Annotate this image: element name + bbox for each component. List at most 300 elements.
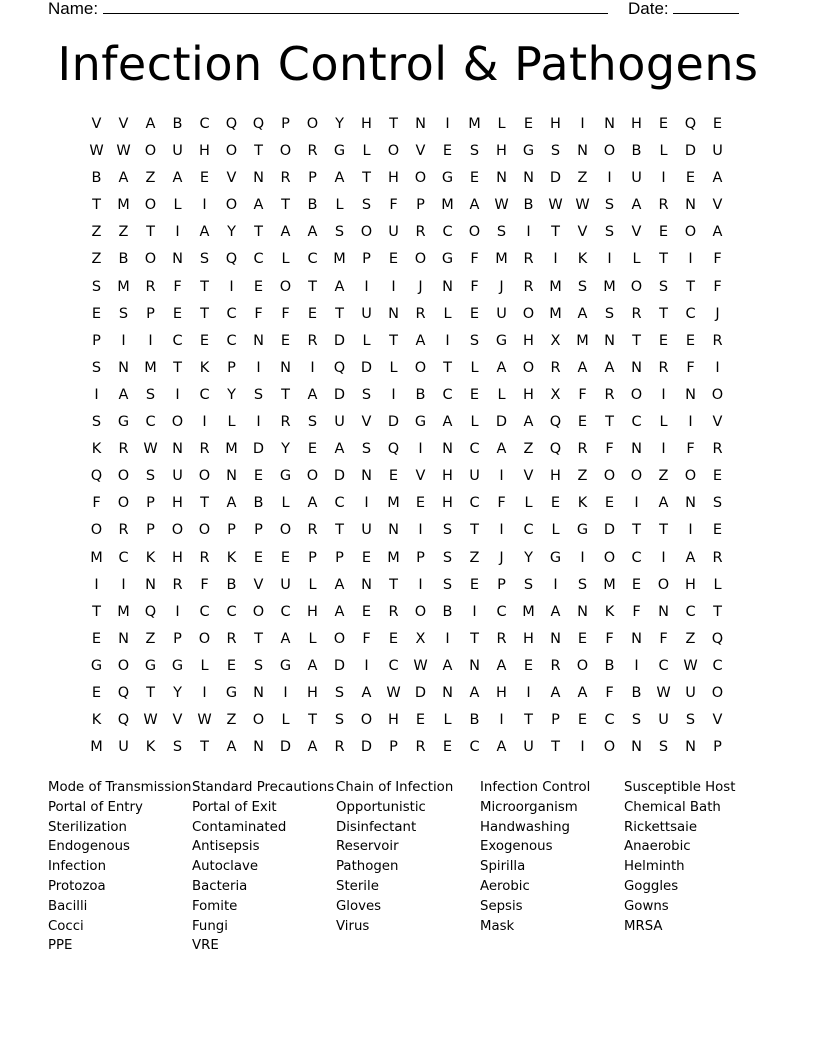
grid-letter: W [548,197,563,214]
word-column [192,778,336,956]
word-bank-item: Handwashing [480,819,570,835]
grid-letter: I [661,170,666,187]
grid-letter: C [631,549,642,566]
grid-letter: S [604,197,615,214]
grid-letter: L [389,359,398,376]
grid-letter: R [334,739,345,756]
grid-letter: M [90,739,103,756]
word-bank-item: Aerobic [480,878,530,894]
grid-letter: T [200,495,209,512]
grid-letter: C [442,224,453,241]
grid-letter: E [280,332,291,349]
grid-letter: N [442,278,453,295]
grid-letter: O [630,278,643,295]
grid-letter: U [469,468,480,485]
grid-letter: G [441,251,454,268]
grid-letter: L [173,197,182,214]
grid-letter: A [604,359,615,376]
word-bank-item: Antisepsis [192,839,260,855]
grid-letter: N [577,603,588,620]
grid-letter: Y [524,549,533,566]
grid-letter: N [388,522,399,539]
grid-letter: O [603,468,616,485]
grid-letter: E [442,739,453,756]
grid-letter: T [632,332,641,349]
grid-letter: F [605,441,614,458]
grid-letter: T [524,712,533,729]
grid-letter: S [442,576,453,593]
grid-letter: I [634,657,639,674]
word-bank-item: Standard Precautions [192,780,335,795]
word-bank-item: Chain of Infection [336,780,454,795]
grid-letter: S [253,386,264,403]
grid-letter: E [469,576,480,593]
grid-letter: G [90,657,103,674]
grid-letter: R [280,170,291,187]
grid-letter: I [688,522,693,539]
grid-letter: S [307,414,318,431]
grid-letter: J [499,278,504,295]
grid-letter: Z [145,170,156,187]
grid-letter: P [92,332,101,349]
grid-letter: O [198,468,211,485]
word-bank-item: Autoclave [192,859,259,875]
grid-letter: M [144,359,157,376]
grid-letter: S [469,143,480,160]
grid-letter: N [442,441,453,458]
grid-letter: S [361,386,372,403]
grid-letter: X [550,332,561,349]
grid-letter: U [172,468,183,485]
grid-letter: O [171,414,184,431]
grid-row [83,463,733,490]
grid-letter: I [310,359,315,376]
grid-letter: T [443,359,452,376]
grid-letter: R [388,603,399,620]
grid-letter: N [496,170,507,187]
grid-letter: W [143,712,158,729]
word-bank-item: MRSA [624,918,663,934]
grid-letter: U [361,305,372,322]
grid-row [83,138,733,165]
grid-letter: I [391,386,396,403]
grid-letter: L [632,251,641,268]
grid-letter: B [91,170,102,187]
grid-letter: S [91,278,102,295]
grid-row [83,490,733,517]
grid-letter: H [685,576,696,593]
grid-letter: A [307,224,318,241]
grid-letter: G [117,414,130,431]
grid-letter: L [659,143,668,160]
grid-letter: O [306,468,319,485]
word-bank-item: Helminth [624,859,685,875]
grid-letter: C [199,386,210,403]
grid-letter: I [526,224,531,241]
grid-letter: R [118,441,129,458]
grid-letter: E [469,386,480,403]
grid-letter: G [576,522,589,539]
grid-letter: B [226,576,237,593]
grid-row [83,572,733,599]
grid-letter: V [226,170,237,187]
grid-letter: C [631,414,642,431]
grid-letter: H [307,684,318,701]
grid-letter: V [577,224,588,241]
grid-letter: J [715,305,720,322]
grid-letter: O [333,630,346,647]
grid-letter: O [252,712,265,729]
date-label: Date: [628,0,669,18]
word-bank-item: Rickettsaie [624,819,698,835]
grid-letter: M [333,251,346,268]
grid-letter: O [603,739,616,756]
grid-letter: I [175,224,180,241]
grid-letter: P [389,739,398,756]
grid-letter: P [551,712,560,729]
grid-letter: I [715,359,720,376]
grid-letter: T [146,684,155,701]
grid-letter: N [631,359,642,376]
grid-letter: I [175,603,180,620]
grid-letter: O [198,522,211,539]
grid-letter: E [307,441,318,458]
header-fields [48,0,748,22]
grid-letter: U [388,224,399,241]
grid-letter: H [442,468,453,485]
grid-letter: Q [252,116,265,132]
grid-letter: K [145,739,156,756]
grid-row [83,680,733,707]
grid-letter: O [711,386,724,403]
grid-letter: C [469,495,480,512]
grid-letter: T [686,278,695,295]
grid-row [83,165,733,192]
grid-letter: O [468,224,481,241]
grid-letter: P [416,549,425,566]
grid-row [83,111,733,138]
word-bank-item: Goggles [624,878,679,894]
grid-letter: E [253,278,264,295]
grid-row [83,734,733,761]
grid-letter: A [496,739,507,756]
grid-letter: S [496,224,507,241]
grid-letter: E [469,170,480,187]
grid-letter: L [362,332,371,349]
grid-letter: O [117,468,130,485]
grid-letter: A [415,332,426,349]
word-bank-item: Gloves [336,898,382,914]
grid-letter: H [442,495,453,512]
grid-letter: V [253,576,264,593]
grid-letter: N [685,386,696,403]
word-bank-item: Gowns [624,898,669,914]
grid-letter: T [92,603,101,620]
grid-letter: P [173,630,182,647]
grid-letter: Z [145,630,156,647]
grid-letter: A [334,603,345,620]
grid-letter: M [603,278,616,295]
grid-letter: N [577,143,588,160]
date-blank-line [673,0,739,14]
grid-letter: Q [225,251,238,268]
grid-letter: E [577,414,588,431]
grid-letter: C [469,739,480,756]
grid-letter: F [254,305,263,322]
grid-letter: V [172,712,183,729]
grid-letter: I [256,359,261,376]
grid-letter: Q [225,116,238,132]
grid-letter: L [443,305,452,322]
grid-letter: L [281,251,290,268]
grid-letter: Z [91,251,102,268]
grid-letter: L [281,712,290,729]
grid-letter: H [523,332,534,349]
grid-letter: N [172,441,183,458]
grid-letter: V [91,116,102,132]
name-blank-line [103,0,608,14]
grid-letter: E [658,116,669,132]
grid-letter: N [604,332,615,349]
grid-letter: O [279,522,292,539]
word-bank-item: Sepsis [480,898,523,914]
grid-letter: C [307,251,318,268]
grid-letter: F [470,251,479,268]
grid-letter: S [523,576,534,593]
grid-letter: A [685,549,696,566]
grid-letter: G [414,414,427,431]
grid-letter: I [94,576,99,593]
grid-letter: E [388,630,399,647]
grid-letter: D [387,414,400,431]
grid-letter: M [90,549,103,566]
word-search-grid [83,111,733,761]
grid-letter: U [712,143,723,160]
grid-row [83,246,733,273]
grid-letter: Q [117,684,130,701]
grid-letter: T [308,712,317,729]
word-bank-item: Portal of Entry [48,799,143,815]
grid-letter: Z [118,224,129,241]
grid-letter: Q [90,468,103,485]
grid-letter: Z [91,224,102,241]
grid-letter: A [577,359,588,376]
grid-letter: U [361,522,372,539]
grid-letter: P [146,522,155,539]
grid-letter: Q [711,630,724,647]
grid-letter: D [252,441,265,458]
grid-letter: U [523,739,534,756]
grid-letter: J [499,549,504,566]
grid-letter: O [252,603,265,620]
grid-letter: E [253,549,264,566]
word-bank-item: Mask [480,918,515,934]
grid-letter: E [658,224,669,241]
grid-letter: E [442,143,453,160]
grid-letter: R [577,441,588,458]
grid-letter: W [413,657,428,674]
grid-letter: O [117,495,130,512]
grid-letter: R [712,441,723,458]
grid-letter: T [200,305,209,322]
grid-letter: C [226,603,237,620]
grid-letter: M [387,495,400,512]
grid-letter: S [199,251,210,268]
word-bank-item: Portal of Exit [192,799,277,815]
grid-letter: A [280,224,291,241]
word-bank-item: Infection Control [480,780,591,795]
grid-letter: A [118,170,129,187]
grid-letter: R [415,305,426,322]
grid-letter: I [283,684,288,701]
grid-letter: L [470,414,479,431]
word-bank-item: Spirilla [480,859,526,875]
grid-letter: T [659,522,668,539]
grid-letter: O [657,576,670,593]
grid-letter: A [631,197,642,214]
grid-letter: O [630,468,643,485]
grid-row [83,436,733,463]
grid-letter: K [91,441,102,458]
grid-letter: U [118,739,129,756]
grid-letter: A [307,739,318,756]
grid-letter: O [279,278,292,295]
grid-letter: T [308,278,317,295]
grid-letter: B [253,495,264,512]
grid-letter: D [684,143,697,160]
grid-letter: G [144,657,157,674]
grid-letter: U [496,305,507,322]
grid-letter: O [414,603,427,620]
grid-letter: H [550,468,561,485]
grid-letter: G [333,143,346,160]
grid-letter: E [91,305,102,322]
grid-letter: I [256,414,261,431]
grid-letter: D [360,359,373,376]
grid-letter: I [607,170,612,187]
grid-letter: L [443,712,452,729]
word-bank-item: Protozoa [48,878,106,894]
grid-letter: X [550,386,561,403]
grid-letter: C [253,251,264,268]
grid-letter: U [685,684,696,701]
word-bank-item: Bacteria [192,878,248,894]
grid-letter: I [364,495,369,512]
grid-letter: O [306,116,319,132]
grid-letter: E [226,657,237,674]
grid-letter: I [553,251,558,268]
grid-letter: L [713,576,722,593]
grid-letter: W [656,684,671,701]
grid-letter: I [202,414,207,431]
grid-letter: O [576,657,589,674]
grid-letter: H [496,684,507,701]
grid-letter: U [334,414,345,431]
grid-letter: R [631,305,642,322]
grid-letter: D [333,657,346,674]
grid-letter: M [522,603,535,620]
grid-letter: I [580,549,585,566]
grid-letter: C [658,657,669,674]
grid-letter: S [334,712,345,729]
grid-letter: F [578,386,587,403]
word-bank-item: Susceptible Host [624,780,736,795]
grid-letter: S [577,576,588,593]
grid-letter: R [658,197,669,214]
grid-letter: A [226,739,237,756]
grid-letter: A [577,305,588,322]
grid-letter: O [414,170,427,187]
grid-letter: W [575,197,590,214]
grid-letter: F [632,603,641,620]
grid-letter: I [364,278,369,295]
grid-letter: B [118,251,129,268]
grid-letter: I [391,278,396,295]
grid-letter: T [713,603,722,620]
grid-letter: D [279,739,292,756]
grid-letter: A [658,495,669,512]
grid-letter: S [118,305,129,322]
grid-letter: F [497,495,506,512]
grid-letter: R [523,251,534,268]
grid-letter: S [145,468,156,485]
grid-letter: T [551,739,560,756]
grid-letter: V [712,414,723,431]
grid-letter: F [362,630,371,647]
word-column [48,778,192,956]
grid-letter: M [387,549,400,566]
word-bank-item: Microorganism [480,799,578,815]
grid-letter: P [146,305,155,322]
grid-letter: L [497,386,506,403]
grid-letter: E [685,170,696,187]
grid-letter: J [418,278,423,295]
grid-letter: T [173,359,182,376]
grid-letter: R [172,576,183,593]
grid-letter: B [469,712,480,729]
grid-letter: A [307,386,318,403]
grid-letter: C [172,332,183,349]
grid-letter: N [361,576,372,593]
grid-letter: V [523,468,534,485]
grid-letter: C [712,657,723,674]
grid-letter: A [442,657,453,674]
word-bank-item: Mode of Transmission [48,780,192,795]
grid-letter: O [198,630,211,647]
grid-letter: U [658,712,669,729]
word-bank-item: PPE [48,938,73,954]
grid-letter: I [499,522,504,539]
grid-letter: A [469,197,480,214]
grid-letter: A [496,359,507,376]
grid-letter: K [604,603,615,620]
grid-letter: Z [469,549,480,566]
grid-letter: D [333,386,346,403]
grid-letter: L [524,495,533,512]
grid-letter: T [281,197,290,214]
grid-letter: A [496,657,507,674]
grid-letter: L [335,197,344,214]
grid-letter: N [253,684,264,701]
grid-letter: T [605,414,614,431]
grid-letter: I [121,332,126,349]
grid-letter: H [523,630,534,647]
grid-letter: O [603,143,616,160]
grid-letter: P [254,522,263,539]
grid-letter: H [361,116,372,132]
grid-letter: A [469,684,480,701]
grid-letter: E [712,468,723,485]
